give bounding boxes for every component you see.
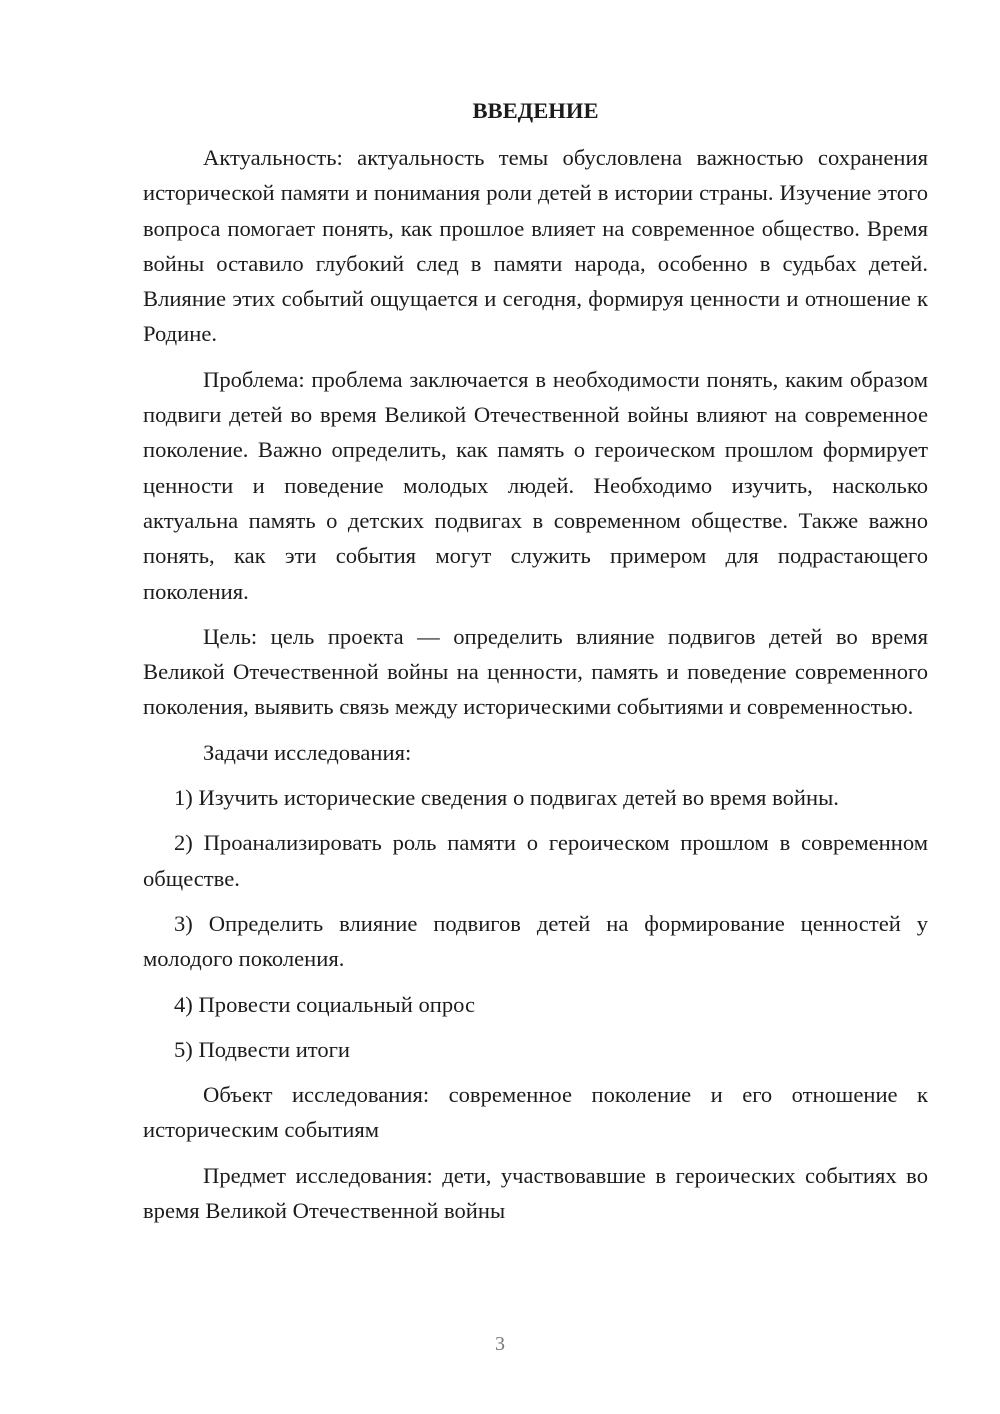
section-title: ВВЕДЕНИЕ — [472, 98, 599, 123]
paragraph-subject: Предмет исследования: дети, участвовавшие в героических событиях во время Великой Отечественной войны — [143, 1162, 928, 1224]
paragraph-object: Объект исследования: современное поколение и его отношение к историческим событиям — [143, 1082, 928, 1143]
page-body — [143, 92, 928, 1238]
task-item-5: 5) Подвести итоги — [174, 1036, 351, 1062]
paragraph-relevance: Актуальность: актуальность темы обусловлена важностью сохранения исторической памяти и понимания роли детей в истории страны. Изучение этого вопроса помогает понять, как прошлое влияет на современное общество. Время войны оставило глубокий след в памяти народа, особенно в судьбах детей. Влияние этих событий ощущается и сегодня, формируя ценности и отношение к Родине. — [143, 145, 928, 347]
task-item-1: 1) Изучить исторические сведения о подвигах детей во время войны. — [174, 785, 839, 811]
page-number: 3 — [495, 1333, 505, 1355]
task-item-2: 2) Проанализировать роль памяти о героическом прошлом в современном обществе. — [143, 830, 928, 891]
tasks-heading: Задачи исследования: — [203, 739, 412, 765]
paragraph-problem: Проблема: проблема заключается в необходимости понять, каким образом подвиги детей во время Великой Отечественной войны влияют на современное поколение. Важно определить, как память о героическом прошлом формирует ценности и поведение молодых людей. Необходимо изучить, насколько актуальна память о детских подвигах в современном обществе. Также важно понять, как эти события могут служить примером для подрастающего поколения. — [143, 366, 928, 604]
task-item-3: 3) Определить влияние подвигов детей на формирование ценностей у молодого поколения. — [143, 910, 928, 972]
paragraph-goal: Цель: цель проекта — определить влияние подвигов детей во время Великой Отечественной войны на ценности, память и поведение современного поколения, выявить связь между историческими событиями и современностью. — [143, 623, 928, 720]
task-item-4: 4) Провести социальный опрос — [174, 991, 476, 1017]
